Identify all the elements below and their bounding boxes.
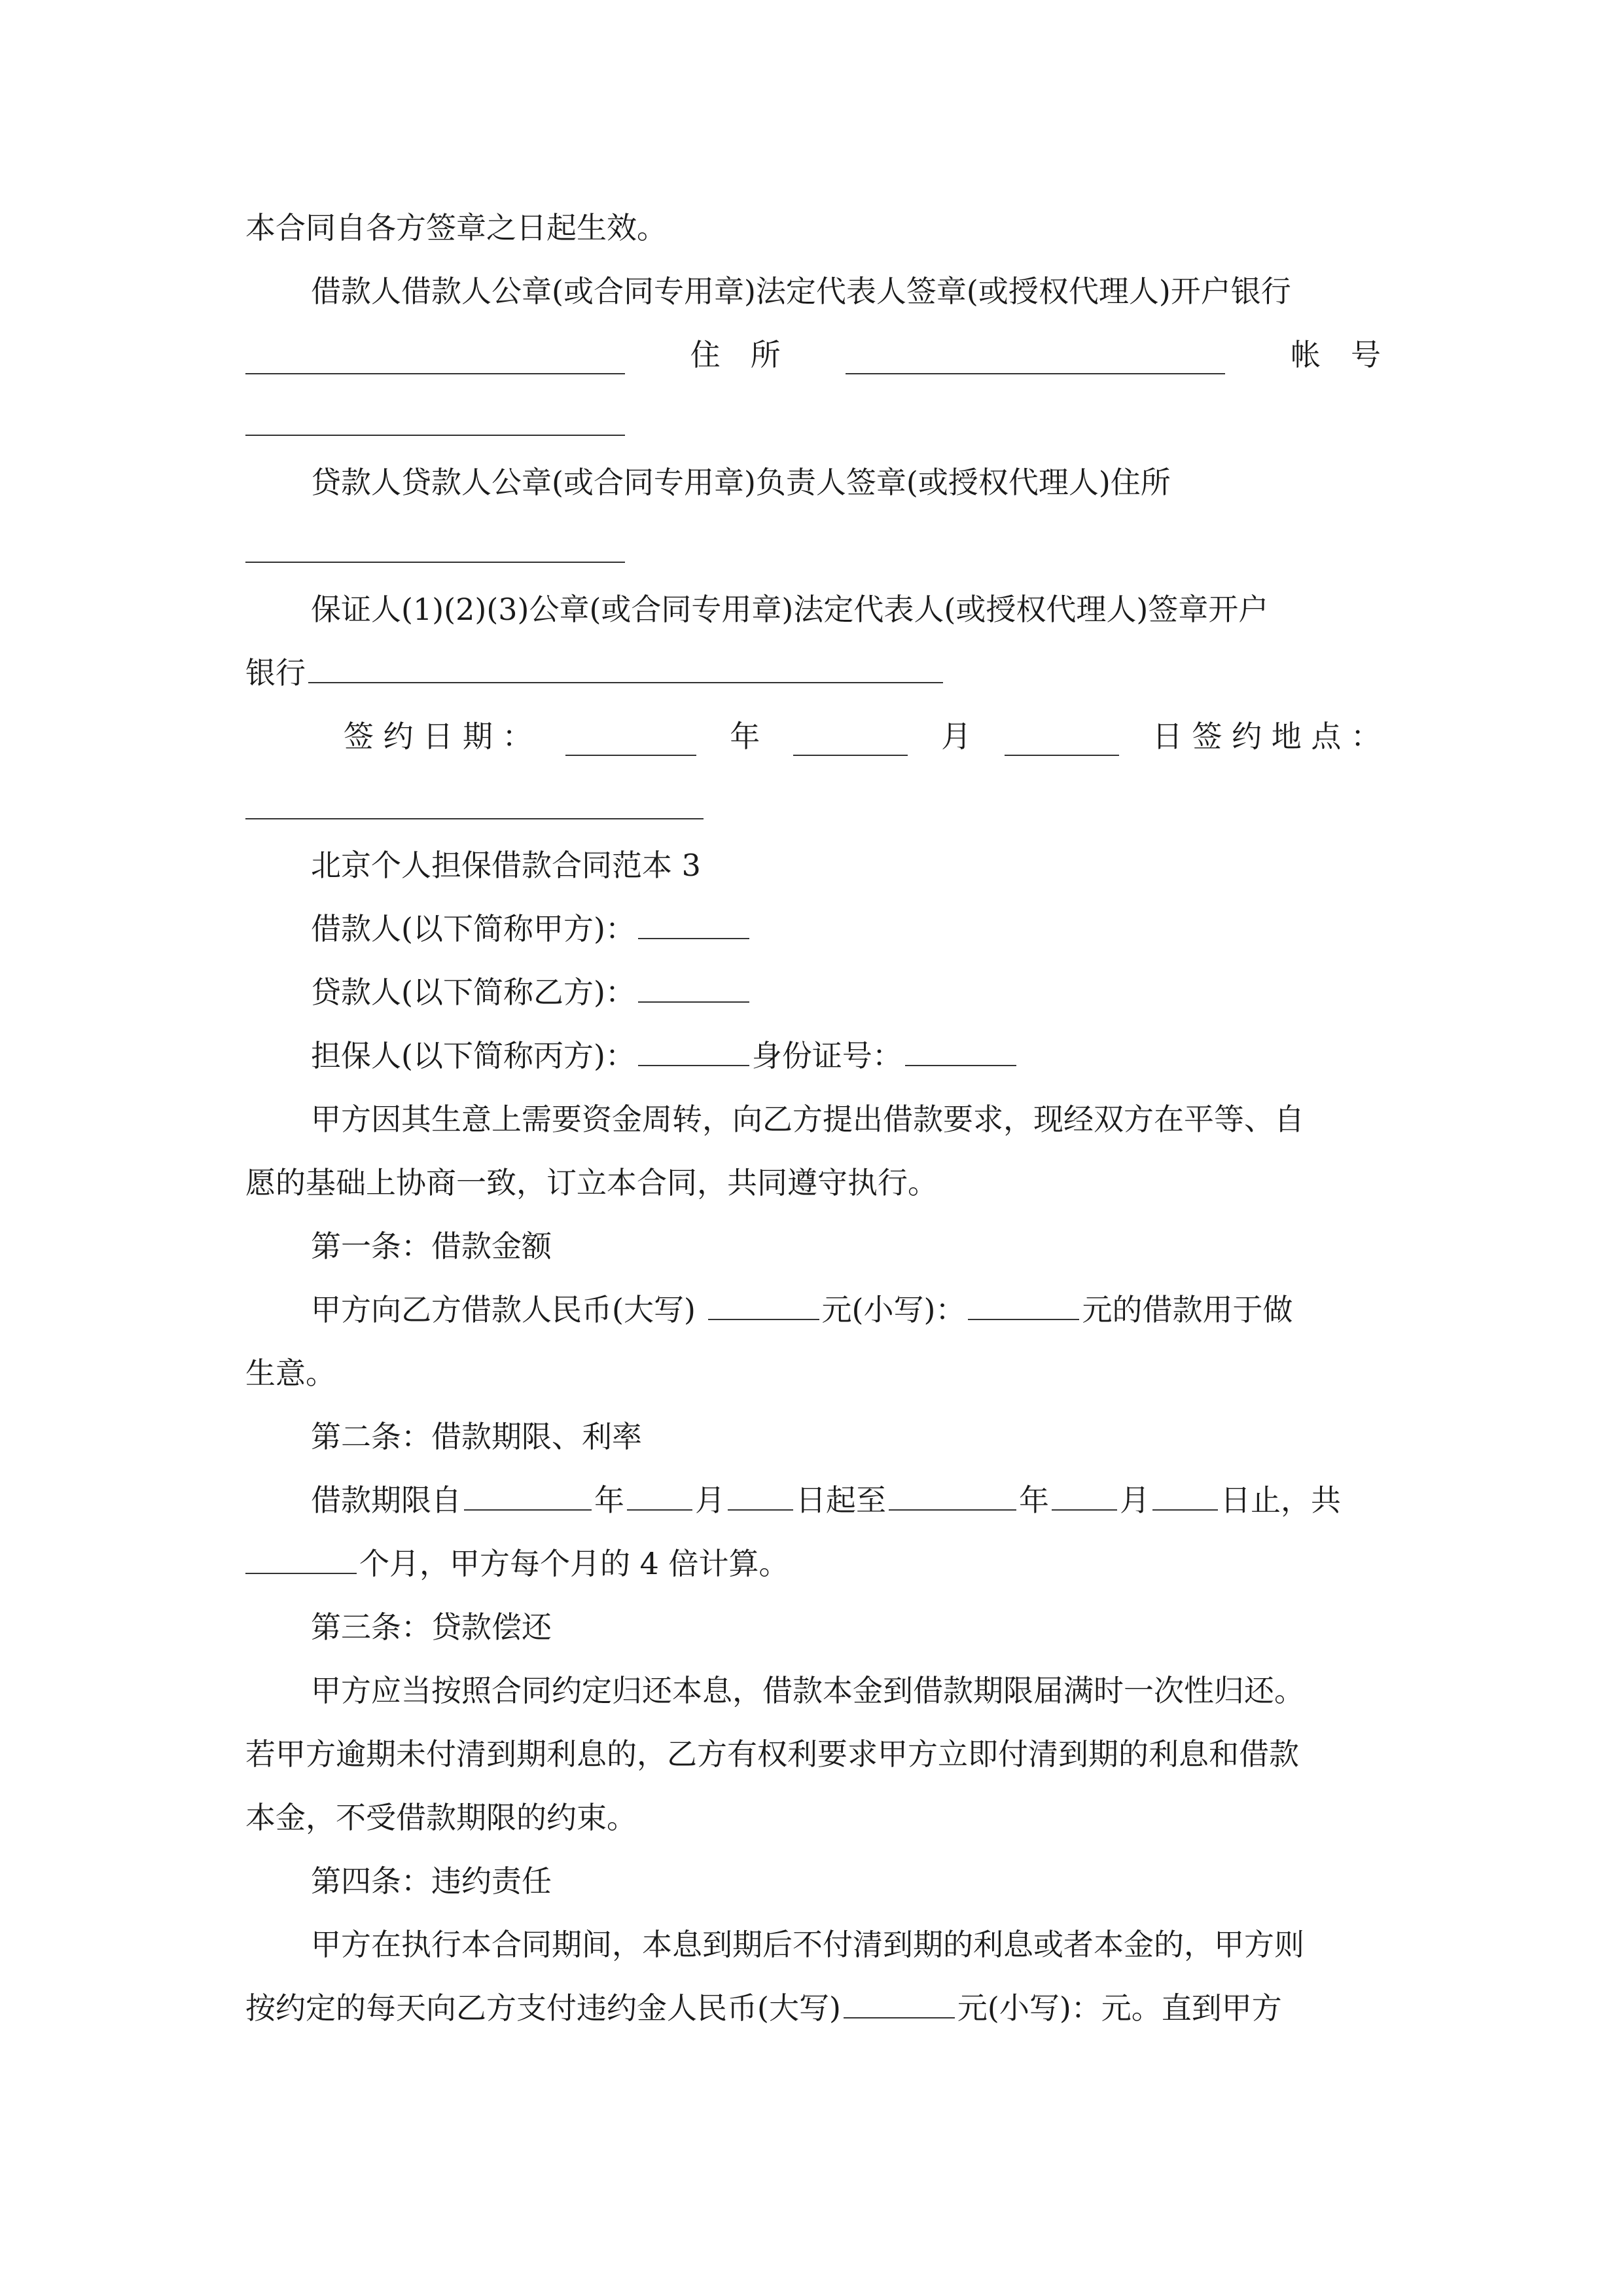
article-4-text-a: 按约定的每天向乙方支付违约金人民币(大写)	[245, 1990, 841, 2026]
preamble-line-1: 甲方因其生意上需要资金周转，向乙方提出借款要求，现经双方在平等、自	[311, 1102, 1304, 1137]
signing-month-label: 月	[941, 719, 972, 754]
id-number-label: 身份证号：	[751, 1038, 902, 1073]
end-day-label: 日止，共	[1221, 1482, 1341, 1518]
end-month-label: 月	[1120, 1482, 1150, 1518]
guarantor-row	[311, 1036, 1381, 1075]
article-1-line-1	[311, 1290, 1381, 1329]
article-3-title: 第三条：贷款偿还	[311, 1609, 552, 1645]
article-4-line-2	[245, 1988, 1381, 2028]
account-label: 帐 号	[1290, 337, 1381, 372]
guarantor-bank-blank[interactable]	[308, 653, 943, 683]
lender-blank[interactable]	[638, 973, 749, 1003]
article-1-text-c: 元的借款用于做	[1082, 1292, 1293, 1327]
article-2-text-b: 个月，甲方每个月的 4 倍计算。	[359, 1546, 789, 1581]
address-label: 住 所	[690, 337, 781, 372]
article-3-line-3: 本金，不受借款期限的约束。	[245, 1800, 637, 1835]
guarantor-label: 担保人(以下简称丙方)：	[311, 1038, 635, 1073]
address-account-row	[245, 335, 1381, 374]
signing-day-blank[interactable]	[1005, 726, 1119, 756]
start-year-blank[interactable]	[464, 1480, 592, 1511]
signing-year-blank[interactable]	[565, 726, 696, 756]
article-2-line-1	[311, 1480, 1381, 1520]
contract-title: 北京个人担保借款合同范本 3	[311, 848, 701, 883]
article-3-line-2: 若甲方逾期未付清到期利息的，乙方有权利要求甲方立即付清到期的利息和借款	[245, 1736, 1299, 1772]
amount-lowercase-blank[interactable]	[968, 1290, 1079, 1320]
signing-date-row	[344, 717, 1381, 756]
lender-address-blank[interactable]	[245, 562, 625, 563]
signing-month-blank[interactable]	[793, 726, 908, 756]
guarantor-bank-label: 银行	[245, 655, 306, 691]
id-number-blank[interactable]	[905, 1036, 1016, 1066]
article-2-text-a: 借款期限自	[311, 1482, 461, 1518]
signing-date-label: 签 约 日 期 ：	[344, 719, 533, 754]
signing-year-label: 年	[730, 719, 760, 754]
account-blank[interactable]	[245, 435, 625, 436]
preamble-line-2: 愿的基础上协商一致，订立本合同，共同遵守执行。	[245, 1165, 938, 1200]
lender-row	[311, 973, 1381, 1012]
lender-signature-line: 贷款人贷款人公章(或合同专用章)负责人签章(或授权代理人)住所	[311, 465, 1171, 500]
signing-place-blank[interactable]	[245, 818, 704, 819]
lender-label: 贷款人(以下简称乙方)：	[311, 975, 635, 1010]
penalty-blank[interactable]	[844, 1988, 955, 2018]
article-1-line-2: 生意。	[245, 1355, 336, 1391]
article-3-line-1: 甲方应当按照合同约定归还本息，借款本金到借款期限届满时一次性归还。	[311, 1673, 1304, 1708]
effective-clause: 本合同自各方签章之日起生效。	[245, 210, 667, 245]
borrower-signature-line: 借款人借款人公章(或合同专用章)法定代表人签章(或授权代理人)开户银行	[311, 274, 1291, 309]
guarantor-signature-line: 保证人(1)(2)(3)公章(或合同专用章)法定代表人(或授权代理人)签章开户	[311, 592, 1269, 627]
article-2-line-2	[245, 1544, 1381, 1583]
end-year-blank[interactable]	[889, 1480, 1016, 1511]
article-1-text-a: 甲方向乙方借款人民币(大写)	[311, 1292, 696, 1327]
signing-place-label: 日 签 约 地 点 ：	[1152, 719, 1381, 754]
end-day-blank[interactable]	[1152, 1480, 1218, 1511]
guarantor-bank-row	[245, 653, 1381, 692]
start-month-blank[interactable]	[627, 1480, 692, 1511]
amount-uppercase-blank[interactable]	[708, 1290, 819, 1320]
guarantor-blank[interactable]	[638, 1036, 749, 1066]
months-blank[interactable]	[245, 1544, 357, 1574]
borrower-blank[interactable]	[638, 909, 749, 939]
article-4-title: 第四条：违约责任	[311, 1863, 552, 1899]
start-month-label: 月	[695, 1482, 725, 1518]
article-1-title: 第一条：借款金额	[311, 1229, 552, 1264]
article-4-line-1: 甲方在执行本合同期间，本息到期后不付清到期的利息或者本金的，甲方则	[311, 1927, 1304, 1962]
article-1-text-b: 元(小写)：	[821, 1292, 966, 1327]
start-day-label: 日起至	[796, 1482, 886, 1518]
borrower-row	[311, 909, 1381, 948]
start-year-label: 年	[594, 1482, 624, 1518]
article-4-text-b: 元(小写)：元。直到甲方	[957, 1990, 1282, 2026]
bank-blank[interactable]	[245, 344, 625, 374]
end-year-label: 年	[1019, 1482, 1049, 1518]
end-month-blank[interactable]	[1052, 1480, 1117, 1511]
address-blank[interactable]	[846, 344, 1225, 374]
borrower-label: 借款人(以下简称甲方)：	[311, 911, 635, 946]
article-2-title: 第二条：借款期限、利率	[311, 1419, 642, 1454]
start-day-blank[interactable]	[728, 1480, 793, 1511]
